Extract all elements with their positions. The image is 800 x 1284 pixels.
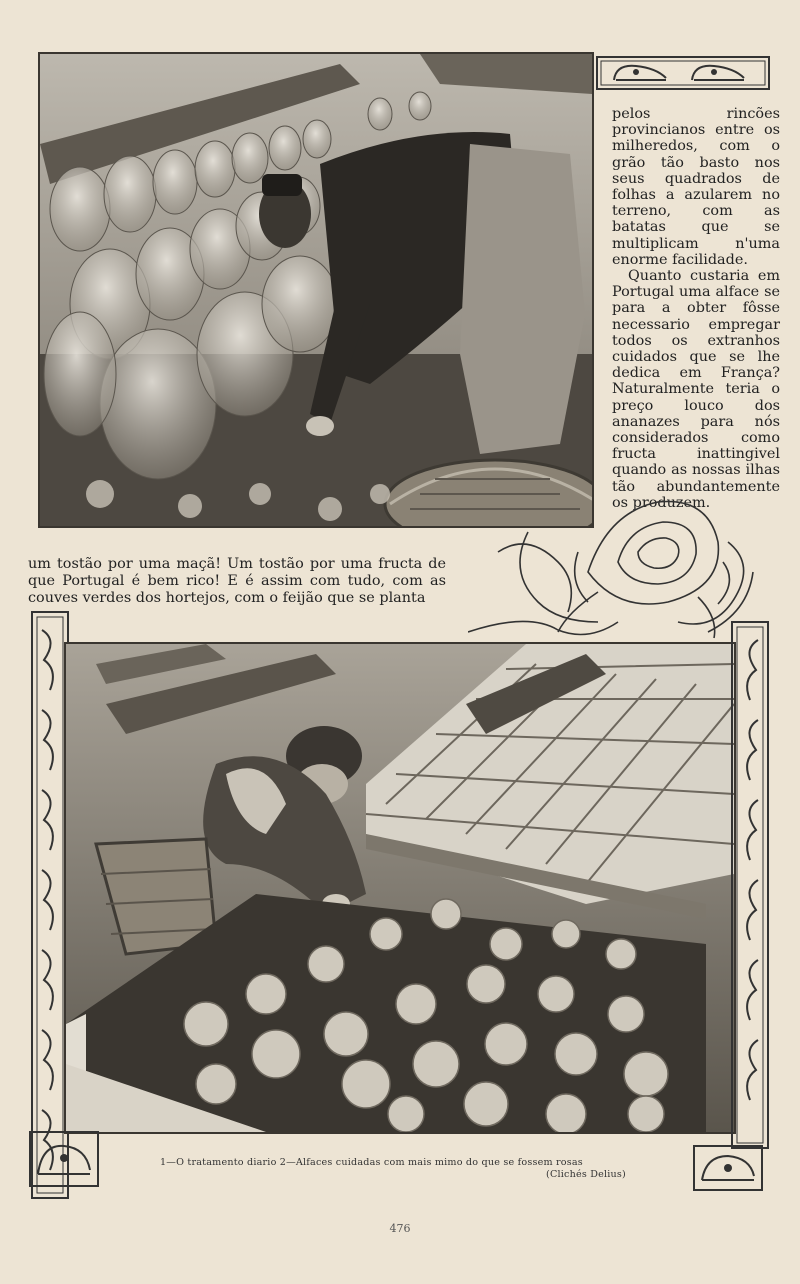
- article-mid-text: um tostão por uma maçã! Um tostão por uma fructa de que Portugal é bem rico! E é assim com tudo, com as couves verdes dos hortejos, com o feijão que se planta: [28, 556, 446, 606]
- column-paragraph: Quanto custaria em Portugal uma alface se para a obter fôsse necessario empregar todos os extranhos cuidados que se lhe dedica em França? Naturalmente teria o preço louco dos ananazes para nós considerados como fructa inattingivel quando as nossas ilhas tão abundantemente os produzem.: [612, 268, 780, 511]
- column-paragraph: pelos rincões provincianos entre os milheredos, com o grão tão basto nos seus quadrados de folhas a azularem no terreno, com as batatas que se multiplicam n'uma enorme facilidade.: [612, 106, 780, 268]
- photo-credit: (Clichés Delius): [546, 1169, 626, 1180]
- caption-text: 1—O tratamento diario 2—Alfaces cuidadas com mais mimo do que se fossem rosas: [160, 1157, 583, 1168]
- art-nouveau-ornament-icon: [28, 1130, 100, 1188]
- rose-ornament-icon: [468, 492, 758, 642]
- art-nouveau-ornament-icon: [692, 1144, 764, 1192]
- art-nouveau-border-icon: [730, 620, 770, 1150]
- photo-caption: [160, 1157, 630, 1181]
- page-number: 476: [389, 1222, 411, 1235]
- photo-woman-lettuce-frame: [64, 642, 736, 1134]
- photo-gardener-cloches: [38, 52, 594, 528]
- art-nouveau-ornament-icon: [596, 56, 770, 90]
- article-column-text: [612, 106, 780, 511]
